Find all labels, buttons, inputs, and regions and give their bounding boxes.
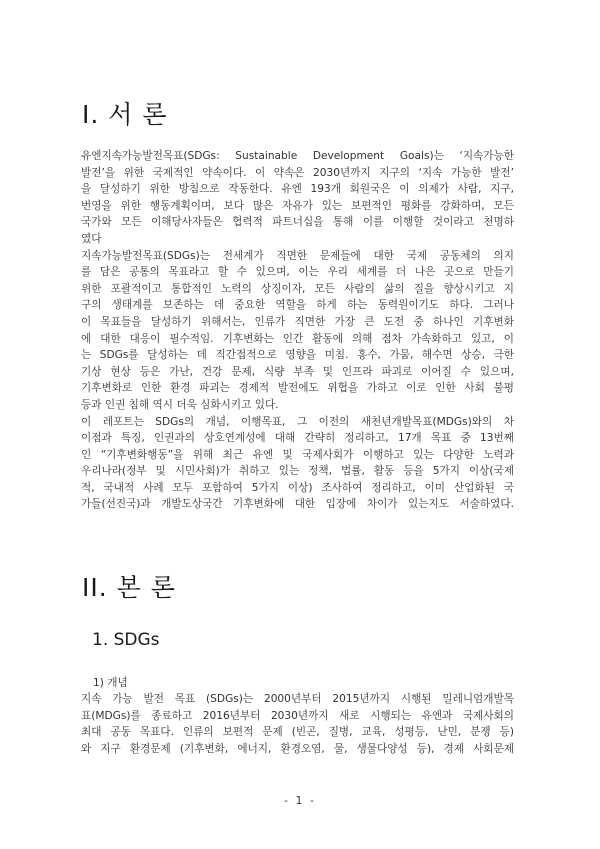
text-line: 는 SDGs를 달성하는 데 직간접적으로 영향을 미침. 홍수, 가뭄, 해수면 상승, 극한: [81, 349, 514, 362]
text-line: 구의 생태계를 보존하는 데 중요한 역할을 하게 하는 동력원이기도 하다. 그러나: [81, 299, 514, 312]
text-line: 적, 국내적 사례 모두 포함하여 5가지 이상) 조사하여 정리하고, 이미 산업화된 국: [81, 481, 514, 494]
text-line: 에 대한 대응이 필수적임. 기후변화는 인간 활동에 의해 점차 가속화하고 있고, 이: [81, 332, 514, 345]
page-number: - 1 -: [284, 794, 316, 807]
text-line: 유엔지속가능발전목표(SDGs: Sustainable Development Goals)는 ‘지속가능한: [81, 150, 514, 162]
text-line: 이 레포트는 SDGs의 개념, 이행목표, 그 이전의 새천년개발목표(MDGs)와의 차: [81, 415, 514, 428]
text-line: 우리나라(정부 및 시민사회)가 취하고 있는 정책, 법률, 활동 등을 5가지 이상(국제: [81, 465, 514, 478]
text-line: 가들(선진국)과 개발도상국간 기후변화에 대한 입장에 차이가 있는지도 서술하였다.: [81, 498, 514, 511]
text-line: 을 달성하기 위한 방침으로 작동한다. 유엔 193개 회원국은 이 의제가 사람, 지구,: [81, 183, 514, 196]
text-line: 였다: [81, 232, 102, 245]
text-line: 기상 현상 등은 가난, 건강 문제, 식량 부족 및 인프라 파괴로 이어질 수 있으며,: [81, 365, 514, 378]
introduction-paragraph-1: [81, 148, 514, 248]
item-label-concept: 1) 개념: [93, 677, 128, 689]
subsection-heading-sdgs: 1. SDGs: [92, 630, 160, 650]
text-line: 이 목표들을 달성하기 위해서는, 인류가 직면한 가장 큰 도전 중 하나인 기후변화: [81, 315, 514, 328]
text-line: 위한 포괄적이고 통합적인 노력의 상징이자, 모든 사람의 삶의 질을 향상시키고 지: [81, 282, 514, 295]
introduction-body: [81, 148, 514, 513]
text-line: 인 “기후변화행동”을 위해 최근 유엔 및 국제사회가 이행하고 있는 다양한 노력과: [81, 448, 514, 461]
text-line: 최대 공동 목표다. 인류의 보편적 문제 (빈곤, 질병, 교육, 성평등, 난민, 분쟁 등): [81, 726, 514, 739]
section-heading-introduction: I. 서 론: [82, 100, 168, 129]
concept-body: [81, 691, 514, 757]
text-line: 지속 가능 발전 목표 (SDGs)는 2000년부터 2015년까지 시행된 밀레니엄개발목: [81, 693, 514, 705]
text-line: 등과 인권 침해 역시 더욱 심화시키고 있다.: [81, 398, 279, 411]
text-line: 발전’을 위한 국제적인 약속이다. 이 약속은 2030년까지 지구의 ‘지속 가능한 발전’: [81, 166, 514, 179]
text-line: 번영을 위한 행동계획이며, 보다 많은 자유가 있는 보편적인 평화를 강화하며, 모든: [81, 199, 514, 212]
text-line: 국가와 모든 이해당사자들은 협력적 파트너십을 통해 이를 이행할 것이라고 천명하: [81, 216, 514, 229]
concept-paragraph: [81, 691, 514, 757]
text-line: 기후변화로 인한 환경 파괴는 경제적 발전에도 위협을 가하고 이로 인한 사회 불평: [81, 382, 514, 395]
text-line: 이점과 특징, 인권과의 상호연계성에 대해 간략히 정리하고, 17개 목표 중 13번째: [81, 432, 514, 445]
text-line: 표(MDGs)를 종료하고 2016년부터 2030년까지 새로 시행되는 유엔과 국제사회의: [81, 709, 514, 722]
text-line: 지속가능발전목표(SDGs)는 전세계가 직면한 문제들에 대한 국제 공동체의 의지: [81, 249, 514, 262]
introduction-paragraph-2: [81, 248, 514, 414]
text-line: 를 담은 공통의 목표라고 할 수 있으며, 이는 우리 세계를 더 나은 곳으로 만들기: [81, 266, 514, 279]
section-heading-body: II. 본 론: [82, 573, 176, 602]
introduction-paragraph-3: [81, 414, 514, 514]
text-line: 와 지구 환경문제 (기후변화, 에너지, 환경오염, 물, 생물다양성 등), 경제 사회문제: [81, 742, 514, 755]
